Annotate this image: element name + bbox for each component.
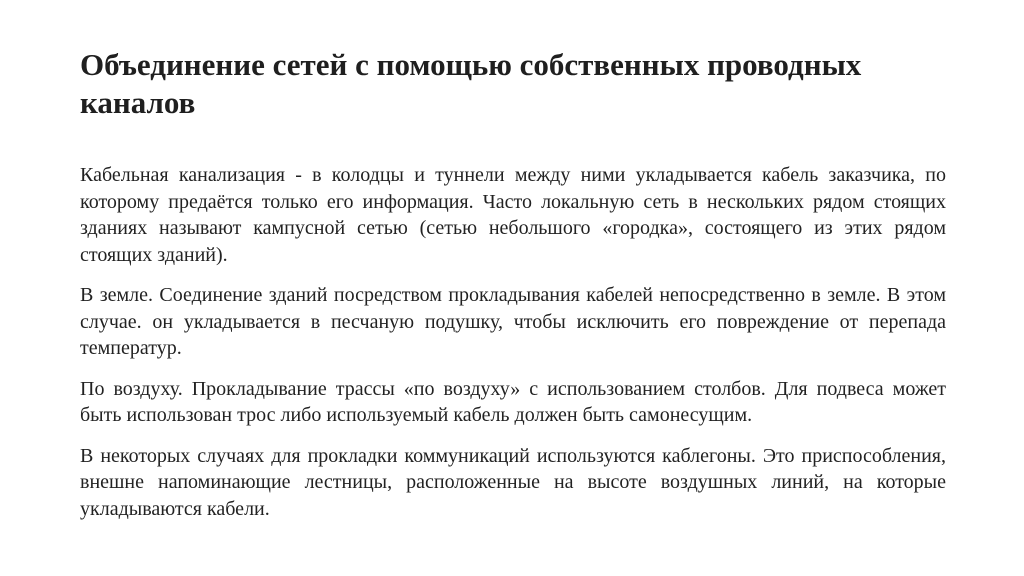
paragraph-cable-racks: В некоторых случаях для прокладки коммуникаций используются каблегоны. Это приспособления, внешне напоминающие лестницы, расположенные на высоте воздушных линий, на которые укладываются кабели. (80, 444, 946, 520)
paragraph-overhead: По воздуху. Прокладывание трассы «по воздуху» с использованием столбов. Для подвеса может быть использован трос либо используемый кабель должен быть самонесущим. (80, 377, 946, 426)
paragraph-in-ground: В земле. Соединение зданий посредством прокладывания кабелей непосредственно в земле. В этом случае. он укладывается в песчаную подушку, чтобы исключить его повреждение от перепада температур. (80, 284, 946, 359)
paragraph-cable-duct: Кабельная канализация - в колодцы и туннели между ними укладывается кабель заказчика, по которому предаётся только его информация. Часто локальную сеть в нескольких рядом стоящих зданиях называют кампусной сетью (сетью небольшого «городка», состоящего из этих рядом стоящих зданий). (80, 164, 946, 266)
slide-title: Объединение сетей с помощью собственных проводных каналов (80, 47, 862, 120)
